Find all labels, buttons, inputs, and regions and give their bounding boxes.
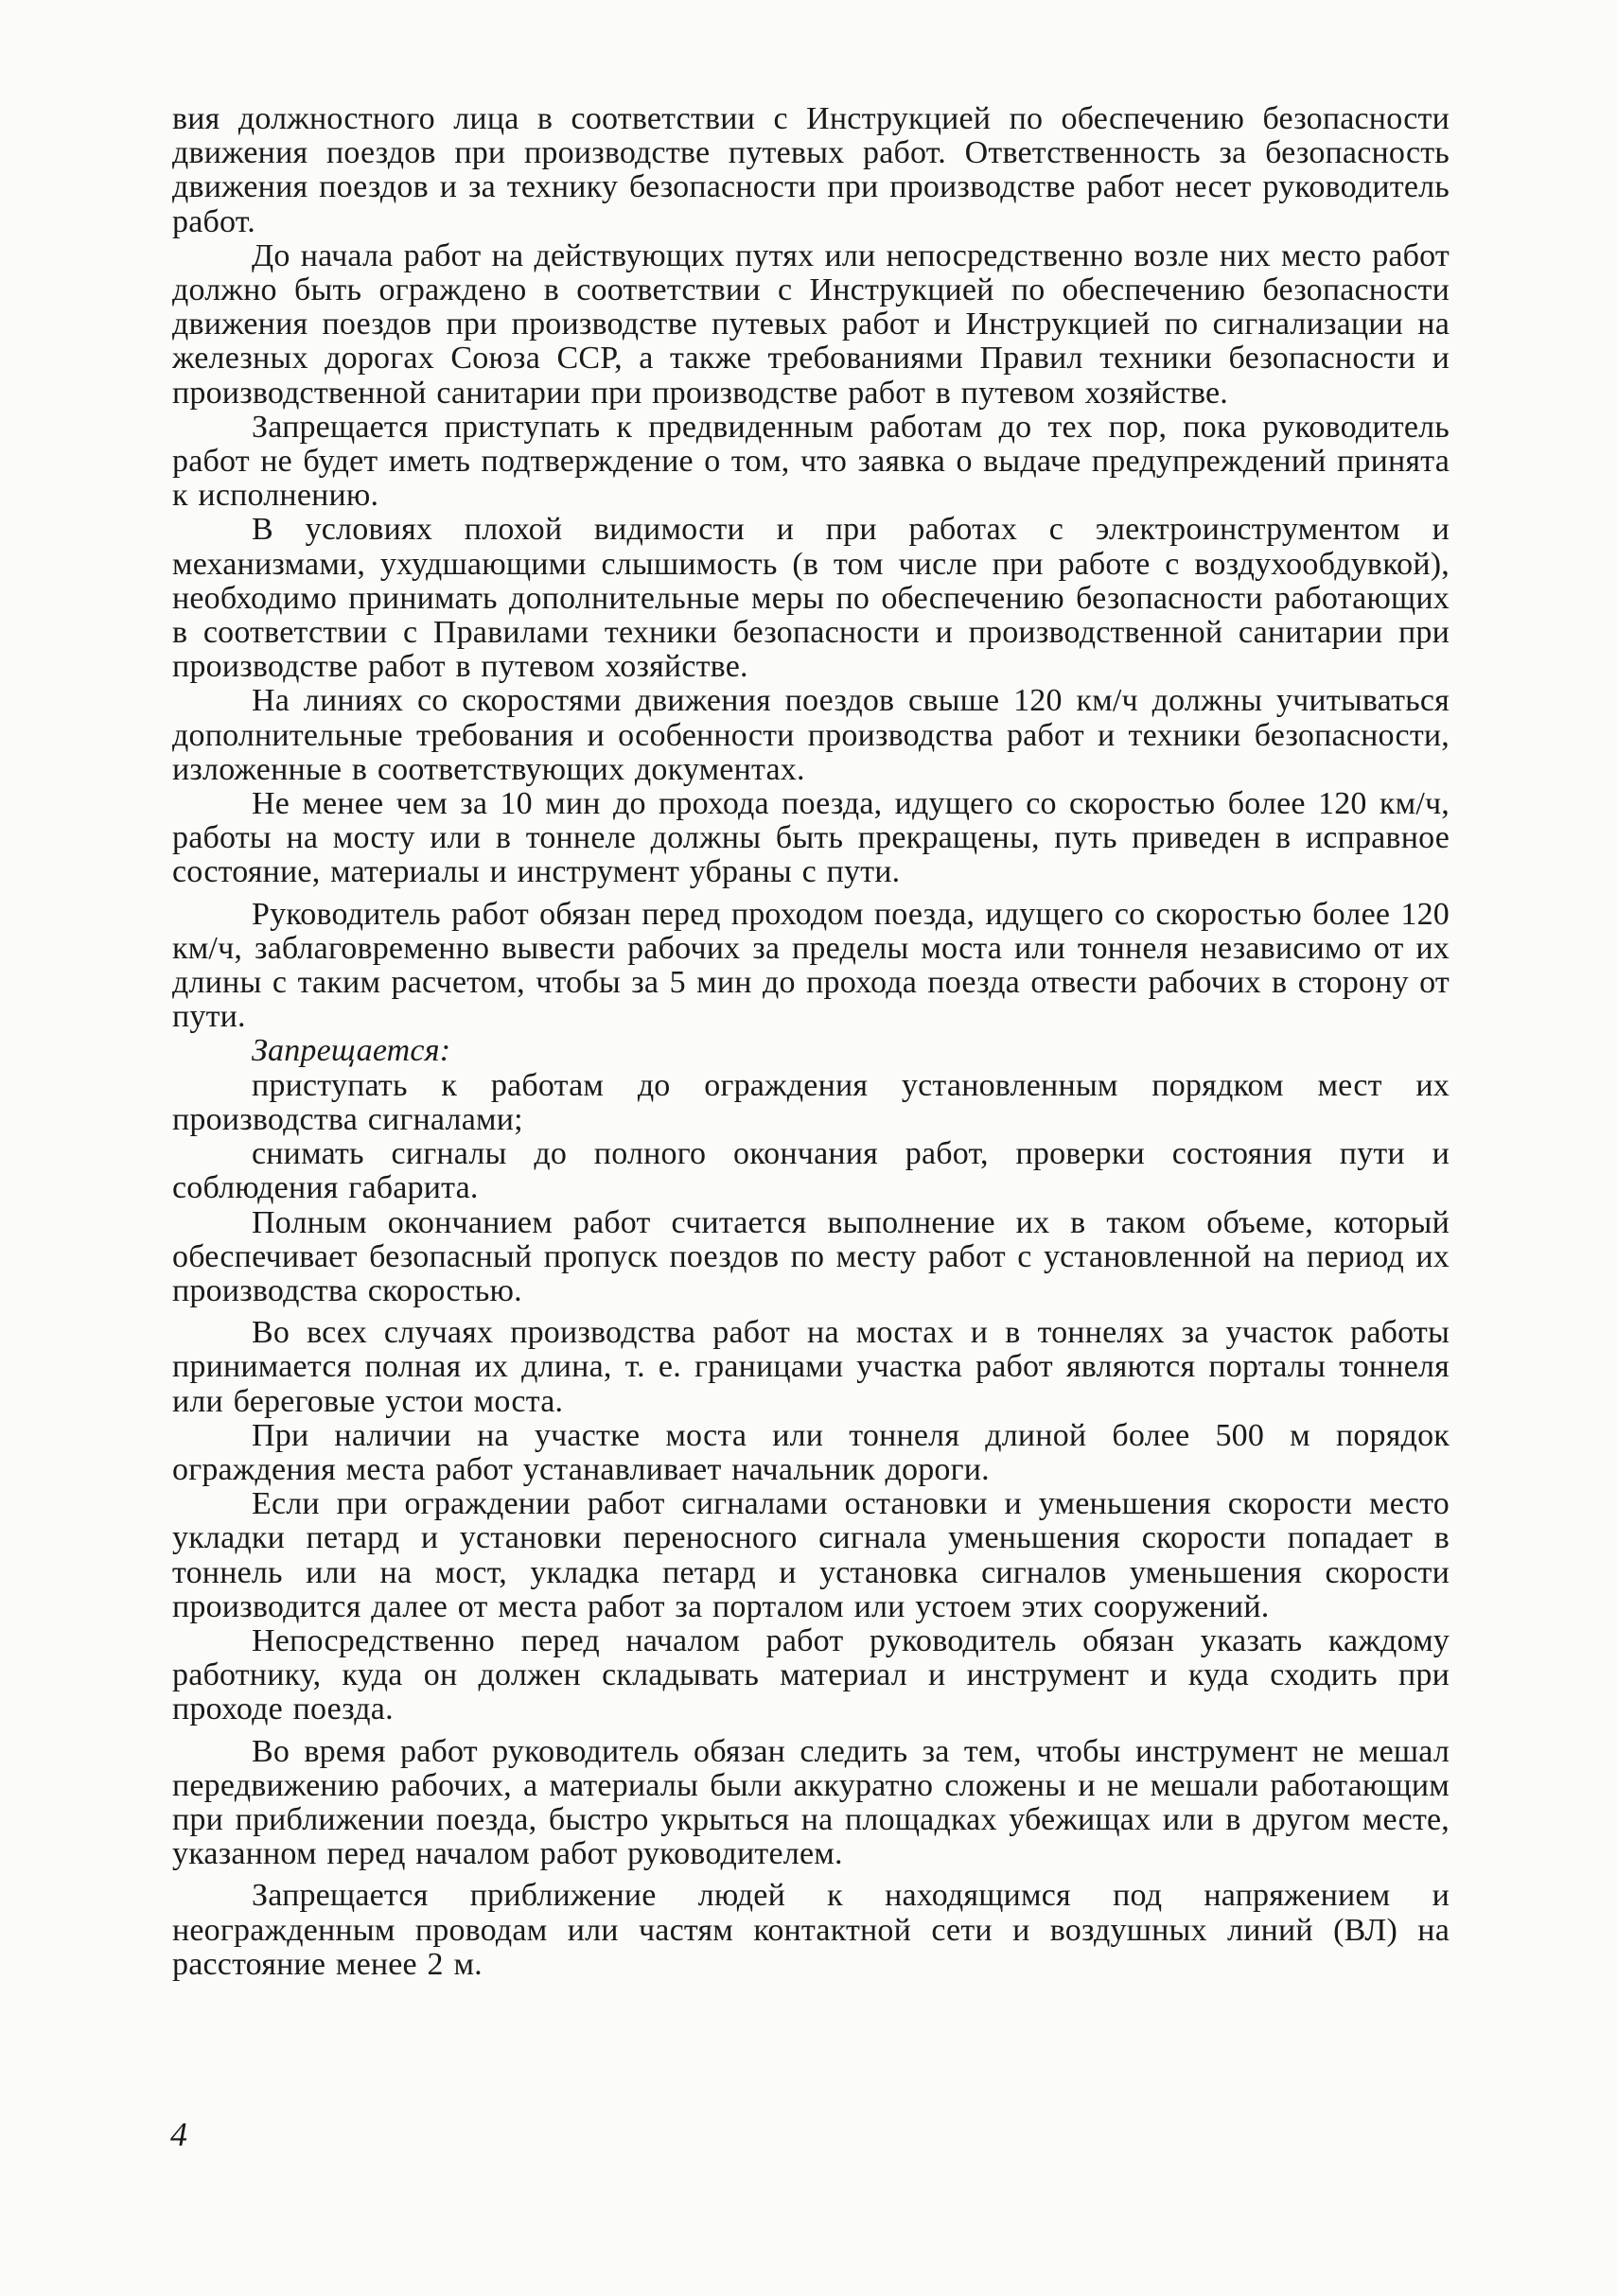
paragraph-16: Во время работ руководитель обязан следить за тем, чтобы инструмент не мешал передвижению рабочих, а материалы были аккуратно сложены и не мешали работающим при приближении поезда, быстро укрыться на площадках убежищах или в другом месте, указанном перед началом работ руководителем. <box>172 1733 1450 1872</box>
paragraph-6: Не менее чем за 10 мин до прохода поезда, идущего со скоростью более 120 км/ч, работы на мосту или в тоннеле должны быть прекращены, путь приведен в исправное состояние, материалы и инструмент убраны с пути. <box>172 786 1450 890</box>
paragraph-8: Запрещается: <box>252 1033 451 1069</box>
paragraph-3: Запрещается приступать к предвиденным работам до тех пор, пока руководитель работ не будет иметь подтверждение о том, что заявка о выдаче предупреждений принята к исполнению. <box>172 409 1450 514</box>
paragraph-11: Полным окончанием работ считается выполнение их в таком объеме, который обеспечивает безопасный пропуск поездов по месту работ с установленной на период их производства скоростью. <box>172 1204 1450 1308</box>
paragraph-7: Руководитель работ обязан перед проходом поезда, идущего со скоростью более 120 км/ч, заблаговременно вывести рабочих за пределы моста или тоннеля независимо от их длины с таким расчетом, чтобы за 5 мин до прохода поезда отвести рабочих в сторону от пути. <box>172 896 1450 1035</box>
paragraph-4: В условиях плохой видимости и при работах с электроинструментом и механизмами, ухудшающими слышимость (в том числе при работе с воздухообдувкой), необходимо принимать дополнительные меры по обеспечению безопасности работающих в соответствии с Правилами техники безопасности и производственной санитарии при производстве работ в путевом хозяйстве. <box>172 512 1450 685</box>
paragraph-5: На линиях со скоростями движения поездов свыше 120 км/ч должны учитываться дополнительные требования и особенности производства работ и техники безопасности, изложенные в соответствующих документах. <box>172 683 1450 787</box>
paragraph-17: Запрещается приближение людей к находящимся под напряжением и неогражденным проводам или частям контактной сети и воздушных линий (ВЛ) на расстояние менее 2 м. <box>172 1878 1450 1982</box>
paragraph-10: снимать сигналы до полного окончания работ, проверки состояния пути и соблюдения габарита. <box>172 1136 1450 1206</box>
paragraph-2: До начала работ на действующих путях или непосредственно возле них место работ должно быть ограждено в соответствии с Инструкцией по обеспечению безопасности движения поездов при производстве путевых работ и Инструкцией по сигнализации на железных дорогах Союза ССР, а также требованиями Правил техники безопасности и производственной санитарии при производстве работ в путевом хозяйстве. <box>172 237 1450 411</box>
paragraph-15: Непосредственно перед началом работ руководитель обязан указать каждому работнику, куда он должен складывать материал и инструмент и куда сходить при проходе поезда. <box>172 1622 1450 1727</box>
body-text <box>172 102 1450 1982</box>
paragraph-1: вия должностного лица в соответствии с Инструкцией по обеспечению безопасности движения поездов при производстве путевых работ. Ответственность за безопасность движения поездов и за технику безопасности при производстве работ несет руководитель работ. <box>172 101 1450 239</box>
page-number: 4 <box>170 2115 187 2153</box>
paragraph-12: Во всех случаях производства работ на мостах и в тоннелях за участок работы принимается полная их длина, т. е. границами участка работ являются порталы тоннеля или береговые устои моста. <box>172 1315 1450 1419</box>
paragraph-13: При наличии на участке моста или тоннеля длиной более 500 м порядок ограждения места работ устанавливает начальник дороги. <box>172 1417 1450 1487</box>
paragraph-14: Если при ограждении работ сигналами остановки и уменьшения скорости место укладки петард и установки переносного сигнала уменьшения скорости попадает в тоннель или на мост, укладка петард и установка сигналов уменьшения скорости производится далее от места работ за порталом или устоем этих сооружений. <box>172 1486 1450 1624</box>
paragraph-9: приступать к работам до ограждения установленным порядком мест их производства сигналами; <box>172 1067 1450 1137</box>
